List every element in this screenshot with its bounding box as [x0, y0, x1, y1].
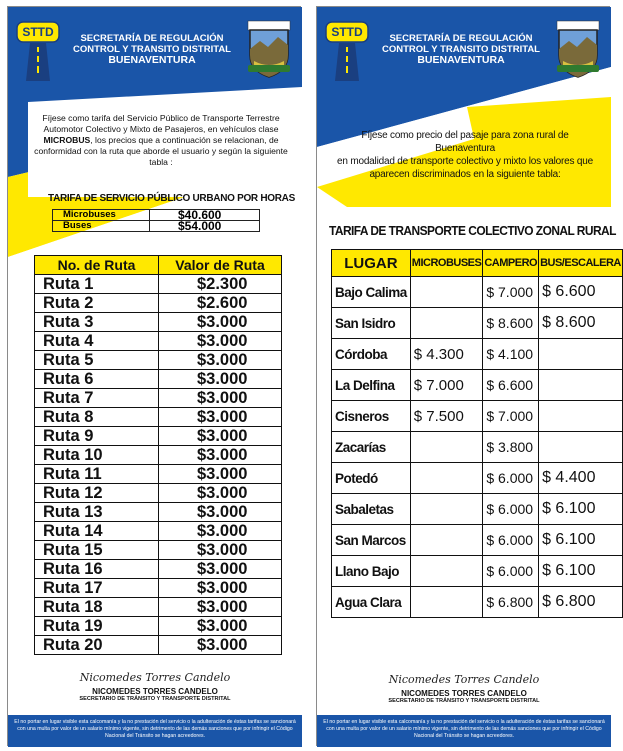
table-row	[332, 401, 623, 432]
route-value: $3.000	[159, 636, 282, 655]
shield-icon	[555, 19, 601, 79]
route-name: Ruta 4	[35, 332, 159, 351]
table-row	[35, 370, 282, 389]
microbuses-column-header: MICROBUSES	[410, 250, 483, 277]
route-name: Ruta 5	[35, 351, 159, 370]
header-title	[66, 33, 238, 66]
signatory-role: SECRETARIO DE TRÁNSITO Y TRANSPORTE DISTRITAL	[388, 698, 540, 704]
header-line-1: SECRETARÍA DE REGULACIÓN	[389, 33, 533, 44]
microbus-fare	[410, 463, 483, 494]
intro-line-3: , los precios que a continuación se relacionan, de	[90, 135, 279, 145]
microbus-fare	[410, 587, 483, 618]
campero-fare: $ 8.600	[483, 308, 539, 339]
microbus-fare	[410, 556, 483, 587]
signatory-name: NICOMEDES TORRES CANDELO	[401, 689, 527, 698]
table-row	[332, 370, 623, 401]
table-row	[35, 446, 282, 465]
header	[317, 7, 611, 97]
signature-block	[8, 665, 302, 702]
route-name: Ruta 12	[35, 484, 159, 503]
table-row	[332, 525, 623, 556]
hourly-tariff-row	[53, 210, 260, 221]
intro-line-1: Fíjese como precio del pasaje para zona rural de Buenaventura	[361, 130, 569, 154]
microbus-fare: $ 4.300	[410, 339, 483, 370]
rural-tariff-table	[331, 249, 623, 618]
place-name: Bajo Calima	[332, 277, 411, 308]
rural-table-header	[332, 250, 623, 277]
route-name: Ruta 3	[35, 313, 159, 332]
route-value: $3.000	[159, 465, 282, 484]
route-value: $2.600	[159, 294, 282, 313]
bus-fare: $ 6.100	[539, 556, 623, 587]
table-row	[35, 598, 282, 617]
table-row	[332, 463, 623, 494]
route-name: Ruta 7	[35, 389, 159, 408]
intro-strong: MICROBUS	[43, 135, 91, 145]
table-row	[35, 522, 282, 541]
table-row	[332, 494, 623, 525]
hourly-tariff-table	[52, 209, 260, 232]
shield-icon	[246, 19, 292, 79]
table-row	[332, 587, 623, 618]
campero-fare: $ 6.000	[483, 494, 539, 525]
bus-fare: $ 6.600	[539, 277, 623, 308]
route-value: $3.000	[159, 313, 282, 332]
bus-fare	[539, 339, 623, 370]
table-row	[35, 617, 282, 636]
route-value: $2.300	[159, 275, 282, 294]
microbus-fare: $ 7.000	[410, 370, 483, 401]
table-row	[35, 636, 282, 655]
route-name: Ruta 17	[35, 579, 159, 598]
header-line-2: CONTROL Y TRANSITO DISTRITAL	[73, 44, 231, 55]
header-line-2: CONTROL Y TRANSITO DISTRITAL	[382, 44, 540, 55]
rural-tariff-title: TARIFA DE TRANSPORTE COLECTIVO ZONAL RURAL	[329, 223, 616, 238]
route-name: Ruta 16	[35, 560, 159, 579]
route-table-header	[35, 256, 282, 275]
table-row	[35, 541, 282, 560]
intro-line-3: aparecen discriminados en la siguiente tabla:	[369, 169, 561, 180]
route-name: Ruta 9	[35, 427, 159, 446]
table-row	[332, 308, 623, 339]
table-row	[35, 294, 282, 313]
table-row	[35, 484, 282, 503]
value-column-header: Valor de Ruta	[159, 256, 282, 275]
intro-line-2: Automotor Colectivo y Mixto de Pasajeros, en vehículos clase	[43, 124, 279, 134]
legal-footer: El no portar en lugar visible esta calcomanía y la no prestación del servicio o la adulteración de éstas tarifas se sancionará con una multa por valor de un salario mínimo vigente, sin detrimento de las demás sanciones que por infringir el Código Nacional del Tránsito se hagan acreedores.	[317, 715, 611, 747]
header-title	[375, 33, 547, 66]
campero-column-header: CAMPERO	[483, 250, 539, 277]
header-line-1: SECRETARÍA DE REGULACIÓN	[80, 33, 224, 44]
campero-fare: $ 6.000	[483, 525, 539, 556]
place-name: Sabaletas	[332, 494, 411, 525]
route-value: $3.000	[159, 484, 282, 503]
rural-tariff-poster	[316, 6, 621, 746]
route-name: Ruta 8	[35, 408, 159, 427]
place-name: Zacarías	[332, 432, 411, 463]
microbus-fare	[410, 494, 483, 525]
microbus-fare	[410, 308, 483, 339]
bus-fare: $ 8.600	[539, 308, 623, 339]
campero-fare: $ 3.800	[483, 432, 539, 463]
route-name: Ruta 11	[35, 465, 159, 484]
place-name: La Delfina	[332, 370, 411, 401]
bus-fare: $ 4.400	[539, 463, 623, 494]
campero-fare: $ 7.000	[483, 401, 539, 432]
route-value: $3.000	[159, 617, 282, 636]
route-name: Ruta 19	[35, 617, 159, 636]
urban-tariff-poster	[7, 6, 301, 746]
table-row	[35, 408, 282, 427]
microbus-fare	[410, 432, 483, 463]
route-value: $3.000	[159, 370, 282, 389]
vehicle-type: Microbuses	[53, 210, 150, 221]
route-name: Ruta 20	[35, 636, 159, 655]
header-line-3: BUENAVENTURA	[108, 54, 196, 66]
intro-line-2: en modalidad de transporte colectivo y mixto los valores que	[337, 156, 593, 167]
intro-line-4: conformidad con la ruta que aborde el usuario y según la siguiente tabla :	[34, 146, 288, 167]
route-value: $3.000	[159, 579, 282, 598]
table-row	[35, 560, 282, 579]
signatory-name: NICOMEDES TORRES CANDELO	[92, 687, 218, 696]
route-tariff-table	[34, 255, 282, 655]
table-row	[332, 277, 623, 308]
hourly-tariff-title: TARIFA DE SERVICIO PÚBLICO URBANO POR HORAS	[48, 193, 295, 204]
sttd-logo-icon	[325, 21, 369, 83]
bus-fare: $ 6.100	[539, 525, 623, 556]
legal-footer: El no portar en lugar visible esta calcomanía y la no prestación del servicio o la adulteración de éstas tarifas se sancionará con una multa por valor de un salario mínimo vigente, sin detrimento de las demás sanciones que por infringir el Código Nacional del Tránsito se hagan acreedores.	[8, 715, 302, 747]
place-name: San Marcos	[332, 525, 411, 556]
campero-fare: $ 6.000	[483, 463, 539, 494]
bus-fare	[539, 370, 623, 401]
microbus-fare: $ 7.500	[410, 401, 483, 432]
table-row	[35, 389, 282, 408]
hourly-value: $40.600	[149, 210, 259, 221]
route-name: Ruta 18	[35, 598, 159, 617]
route-name: Ruta 14	[35, 522, 159, 541]
sttd-logo-icon	[16, 21, 60, 83]
intro-line-1: Fíjese como tarifa del Servicio Público de Transporte Terrestre	[42, 113, 280, 123]
route-value: $3.000	[159, 389, 282, 408]
bus-fare	[539, 432, 623, 463]
route-column-header: No. de Ruta	[35, 256, 159, 275]
intro-text	[32, 113, 290, 168]
microbus-fare	[410, 277, 483, 308]
route-value: $3.000	[159, 332, 282, 351]
svg-text:Nicomedes Torres Candelo: Nicomedes Torres Candelo	[388, 673, 540, 686]
place-name: Agua Clara	[332, 587, 411, 618]
campero-fare: $ 7.000	[483, 277, 539, 308]
route-value: $3.000	[159, 351, 282, 370]
route-value: $3.000	[159, 541, 282, 560]
table-row	[35, 579, 282, 598]
place-name: San Isidro	[332, 308, 411, 339]
intro-text	[331, 129, 599, 181]
place-name: Llano Bajo	[332, 556, 411, 587]
bus-fare	[539, 401, 623, 432]
place-column-header: LUGAR	[332, 250, 411, 277]
table-row	[35, 275, 282, 294]
table-row	[35, 351, 282, 370]
table-row	[35, 332, 282, 351]
route-name: Ruta 2	[35, 294, 159, 313]
bus-column-header: BUS/ESCALERA	[539, 250, 623, 277]
svg-text:Nicomedes Torres Candelo: Nicomedes Torres Candelo	[79, 671, 231, 684]
route-name: Ruta 1	[35, 275, 159, 294]
table-row	[35, 503, 282, 522]
route-name: Ruta 6	[35, 370, 159, 389]
campero-fare: $ 6.600	[483, 370, 539, 401]
route-value: $3.000	[159, 427, 282, 446]
table-row	[332, 339, 623, 370]
place-name: Potedó	[332, 463, 411, 494]
bus-fare: $ 6.100	[539, 494, 623, 525]
table-row	[332, 556, 623, 587]
campero-fare: $ 6.800	[483, 587, 539, 618]
signature-block	[317, 667, 611, 704]
route-name: Ruta 13	[35, 503, 159, 522]
place-name: Cisneros	[332, 401, 411, 432]
table-row	[35, 427, 282, 446]
route-name: Ruta 15	[35, 541, 159, 560]
campero-fare: $ 4.100	[483, 339, 539, 370]
vehicle-type: Buses	[53, 221, 150, 232]
route-value: $3.000	[159, 408, 282, 427]
place-name: Córdoba	[332, 339, 411, 370]
microbus-fare	[410, 525, 483, 556]
route-value: $3.000	[159, 598, 282, 617]
campero-fare: $ 6.000	[483, 556, 539, 587]
svg-text:STTD: STTD	[22, 25, 54, 39]
signature-image	[79, 665, 231, 687]
signature-image	[388, 667, 540, 689]
header	[8, 7, 302, 97]
table-row	[35, 313, 282, 332]
route-value: $3.000	[159, 503, 282, 522]
signatory-role: SECRETARIO DE TRÁNSITO Y TRANSPORTE DISTRITAL	[79, 696, 231, 702]
table-row	[35, 465, 282, 484]
table-row	[332, 432, 623, 463]
route-name: Ruta 10	[35, 446, 159, 465]
bus-fare: $ 6.800	[539, 587, 623, 618]
hourly-tariff-row	[53, 221, 260, 232]
header-line-3: BUENAVENTURA	[417, 54, 505, 66]
route-value: $3.000	[159, 446, 282, 465]
hourly-value: $54.000	[149, 221, 259, 232]
svg-text:STTD: STTD	[331, 25, 363, 39]
route-value: $3.000	[159, 522, 282, 541]
route-value: $3.000	[159, 560, 282, 579]
